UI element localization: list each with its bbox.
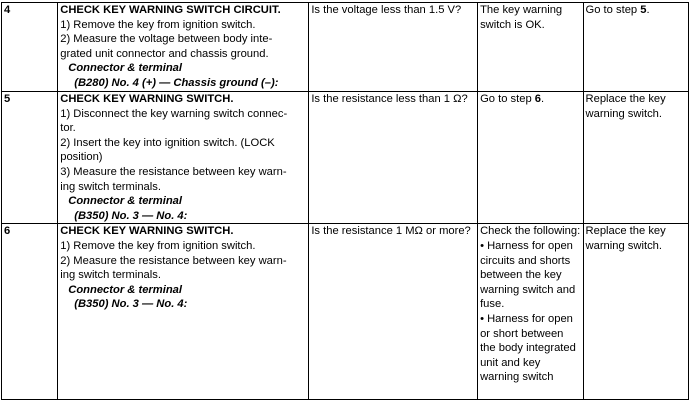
yes-bullet: • Harness for open circuits and shorts between the key warning switch and fuse. xyxy=(480,239,576,311)
connector-spec: (B280) No. 4 (+) — Chassis ground (–): xyxy=(74,76,279,89)
procedure-line: 1) Disconnect the key warning switch connec- xyxy=(60,107,288,120)
connector-spec: (B350) No. 3 — No. 4: xyxy=(74,298,188,311)
yes-text: Go to step xyxy=(480,93,535,105)
table-row-step-6 xyxy=(2,224,689,400)
procedure-line: 2) Measure the voltage between body inte- xyxy=(60,33,273,46)
procedure-line: 2) Measure the resistance between key warn- xyxy=(60,254,287,267)
procedure-line: grated unit connector and chassis ground. xyxy=(60,47,269,60)
step-number: 4 xyxy=(2,3,58,92)
check-cell: Is the voltage less than 1.5 V? xyxy=(309,3,478,92)
procedure-line: 2) Insert the key into ignition switch. (LOCK xyxy=(60,136,275,149)
procedure-line: 1) Remove the key from ignition switch. xyxy=(60,18,256,31)
no-cell: Replace the key warning switch. xyxy=(583,92,688,224)
step-number: 5 xyxy=(2,92,58,224)
yes-cell: The key warning switch is OK. xyxy=(478,3,583,92)
no-cell xyxy=(583,3,688,92)
step-link: 5 xyxy=(640,4,647,16)
no-suffix: . xyxy=(646,4,650,16)
procedure-line: ing switch terminals. xyxy=(60,269,161,282)
step-number: 6 xyxy=(2,224,58,400)
procedure-line: 1) Remove the key from ignition switch. xyxy=(60,239,256,252)
diagnostic-table xyxy=(1,2,689,400)
connector-heading: Connector & terminal xyxy=(68,283,182,296)
check-cell: Is the resistance less than 1 Ω? xyxy=(309,92,478,224)
procedure-title: CHECK KEY WARNING SWITCH. xyxy=(60,93,234,105)
check-cell: Is the resistance 1 MΩ or more? xyxy=(309,224,478,400)
connector-spec: (B350) No. 3 — No. 4: xyxy=(74,209,188,222)
procedure-title: CHECK KEY WARNING SWITCH. xyxy=(60,225,234,238)
table-row-step-4 xyxy=(2,3,689,92)
no-cell: Replace the key warning switch. xyxy=(583,224,688,400)
yes-cell xyxy=(478,224,583,400)
procedure-line: 3) Measure the resistance between key warn- xyxy=(60,165,287,178)
table-row-step-5 xyxy=(2,92,689,224)
procedure-title: CHECK KEY WARNING SWITCH CIRCUIT. xyxy=(60,4,281,16)
procedure-cell xyxy=(58,224,309,400)
connector-heading: Connector & terminal xyxy=(68,62,182,75)
yes-cell xyxy=(478,92,583,224)
yes-suffix: . xyxy=(541,93,545,105)
no-text: Go to step xyxy=(585,4,641,16)
procedure-line: ing switch terminals. xyxy=(60,180,161,193)
procedure-cell xyxy=(58,92,309,224)
procedure-cell xyxy=(58,3,309,92)
procedure-line: position) xyxy=(60,151,103,164)
yes-bullet: • Harness for open or short between the body integrated unit and key warning switch xyxy=(480,312,576,384)
procedure-line: tor. xyxy=(60,122,76,135)
yes-intro: Check the following: xyxy=(480,225,581,238)
connector-heading: Connector & terminal xyxy=(68,195,182,208)
step-link: 6 xyxy=(534,93,542,105)
